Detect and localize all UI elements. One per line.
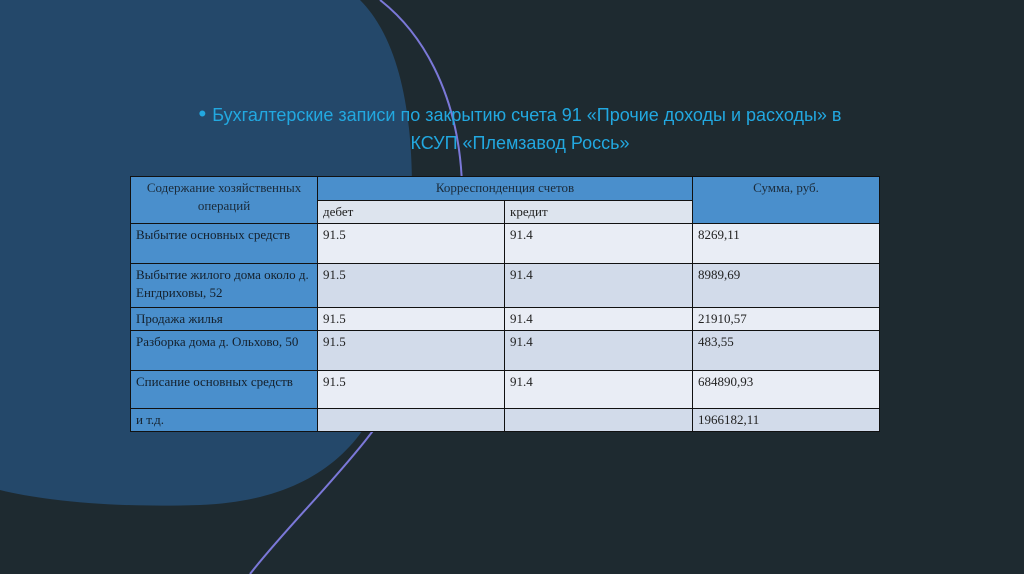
accounting-table	[130, 176, 880, 432]
bullet-icon: •	[198, 101, 207, 126]
title-line-1: Бухгалтерские записи по закрытию счета 91 «Прочие доходы и расходы» в	[212, 105, 842, 125]
row-debit: 91.5	[318, 264, 505, 308]
row-credit	[505, 409, 693, 432]
row-label: Выбытие основных средств	[131, 224, 318, 264]
row-debit: 91.5	[318, 331, 505, 371]
row-sum: 8989,69	[693, 264, 880, 308]
table-row	[131, 264, 880, 308]
row-credit: 91.4	[505, 371, 693, 409]
table-row	[131, 371, 880, 409]
title-line-2: КСУП «Племзавод Россь»	[410, 133, 630, 153]
row-debit: 91.5	[318, 371, 505, 409]
row-label: Разборка дома д. Ольхово, 50	[131, 331, 318, 371]
row-credit: 91.4	[505, 224, 693, 264]
header-sum: Сумма, руб.	[693, 177, 880, 224]
row-credit: 91.4	[505, 331, 693, 371]
row-label: и т.д.	[131, 409, 318, 432]
header-content: Содержание хозяйственных операций	[131, 177, 318, 224]
row-sum: 8269,11	[693, 224, 880, 264]
table-row	[131, 224, 880, 264]
row-label: Списание основных средств	[131, 371, 318, 409]
table-row	[131, 308, 880, 331]
row-sum: 483,55	[693, 331, 880, 371]
table-row	[131, 409, 880, 432]
header-debit: дебет	[318, 201, 505, 224]
row-sum: 21910,57	[693, 308, 880, 331]
row-debit: 91.5	[318, 308, 505, 331]
row-credit: 91.4	[505, 264, 693, 308]
header-credit: кредит	[505, 201, 693, 224]
row-label: Выбытие жилого дома около д. Енгдриховы, 52	[131, 264, 318, 308]
row-credit: 91.4	[505, 308, 693, 331]
header-correspondence: Корреспонденция счетов	[318, 177, 693, 201]
row-sum: 1966182,11	[693, 409, 880, 432]
row-debit	[318, 409, 505, 432]
row-sum: 684890,93	[693, 371, 880, 409]
row-label: Продажа жилья	[131, 308, 318, 331]
slide-title	[160, 100, 880, 157]
table-row	[131, 331, 880, 371]
row-debit: 91.5	[318, 224, 505, 264]
